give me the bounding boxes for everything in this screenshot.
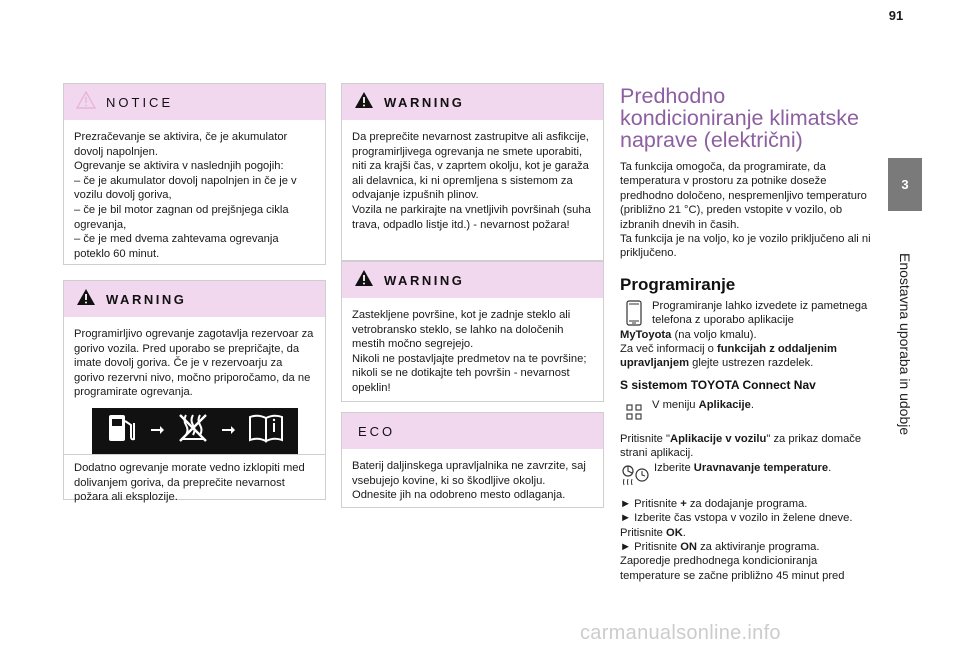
fuel-warning-pictogram: [92, 408, 298, 454]
eco-header: [342, 413, 603, 449]
warning-header: [342, 84, 603, 120]
warning-box-fuel: [63, 280, 326, 504]
chapter-title: Enostavna uporaba in udobje: [897, 252, 913, 436]
warning-title: WARNING: [384, 272, 465, 288]
notice-text: Prezračevanje se aktivira, če je akumulator dovolj napolnjen. Ogrevanje se aktivira v naslednjih pogojih: – če je akumulator dovolj napolnjen in če je v vozilu dovolj goriva, – če je bil motor zagnan od prejšnjega cikla ogrevanja, – če je med dvema zahtevama ogrevanja poteklo 60 minut.: [74, 131, 297, 260]
warning-title: WARNING: [384, 94, 465, 110]
step-add-program: ► Pritisnite + za dodajanje programa.: [620, 497, 808, 510]
programming-app-line: MyToyota (na voljo kmalu).: [620, 328, 757, 341]
warning-fuel-text: Programirljivo ogrevanje zagotavlja rezervoar za gorivo vozila. Pred uporabo se prepričajte, da imate dovolj goriva. Če je v rezervoarju za gorivo rezervni nivo, močno priporočamo, da ne programirate ogrevanja.: [74, 328, 314, 399]
arrow-right-icon: [222, 422, 236, 440]
page-number: 91: [888, 8, 904, 23]
warning-poisoning-text: Da preprečite nevarnost zastrupitve ali asfikcije, programirljivega ogrevanja ne smete uporabiti, niti za krajši čas, v zaprtem okolju, kot je garaža ali delavnica, ki ni opremljena s sistemom za odvajanje izpušnih plinov. Vozila ne parkirajte na vnetljivih površinah (suha trava, odpadlo listje itd.) - nevarnost požara!: [352, 131, 591, 231]
programming-text: Programiranje lahko izvedete iz pametnega telefona z uporabo aplikacije: [652, 299, 868, 327]
press-apps-instruction: Pritisnite "Aplikacije v vozilu" za prikaz domače strani aplikacij.: [620, 432, 862, 460]
warning-header: [64, 281, 325, 317]
climate-timer-icon: [620, 461, 650, 489]
eco-box: [341, 412, 604, 508]
warning-title: WARNING: [106, 291, 187, 307]
programming-heading: Programiranje: [620, 274, 736, 294]
notice-box: [63, 83, 326, 265]
smartphone-icon: [620, 299, 648, 327]
apps-grid-icon: [620, 398, 648, 426]
warning-box-glass: [341, 261, 604, 402]
heater-off-icon: [176, 411, 210, 450]
notice-title: NOTICE: [106, 94, 174, 110]
manual-book-icon: [248, 413, 284, 448]
warning-glass-text: Zastekljene površine, kot je zadnje steklo ali vetrobransko steklo, se lahko na določenih mestih močno segrejejo. Nikoli ne postavljajte predmetov na te površine; nikoli se ne dotikajte teh površin - nevarnost opeklin!: [352, 309, 587, 394]
main-section: [620, 85, 880, 583]
step-activate: ► Pritisnite ON za aktiviranje programa.: [620, 540, 820, 553]
chapter-tab[interactable]: 3: [888, 158, 922, 211]
eco-text: Baterij daljinskega upravljalnika ne zavrzite, saj vsebujejo kovine, ki so škodljive okolju. Odnesite jih na odobreno mesto odlaganja.: [352, 460, 586, 502]
notice-header: [64, 84, 325, 120]
watermark: carmanualsonline.info: [580, 622, 781, 644]
caution-triangle-icon: [76, 91, 96, 114]
warning-triangle-icon: [76, 288, 96, 311]
sequence-text: Zaporedje predhodnega kondicioniranja temperature se začne približno 45 minut pred: [620, 555, 845, 582]
select-instruction: Izberite Uravnavanje temperature.: [654, 461, 832, 474]
nav-heading: S sistemom TOYOTA Connect Nav: [620, 377, 816, 392]
eco-title: ECO: [358, 423, 396, 439]
menu-instruction: V meniju Aplikacije.: [652, 398, 754, 411]
remote-functions-text: Za več informacij o funkcijah z oddaljenim upravljanjem glejte ustrezen razdelek.: [620, 343, 837, 370]
warning-triangle-icon: [354, 91, 374, 114]
intro-text: Ta funkcija omogoča, da programirate, da temperatura v prostoru za potnike doseže predhodno določeno, nespremenljivo temperaturo (približno 21 °C), preden vstopite v vozilo, ob izbranih dnevih in časih. Ta funkcija je na voljo, ko je vozilo priključeno ali ni priključeno.: [620, 161, 871, 260]
warning-box-poisoning: [341, 83, 604, 261]
arrow-right-icon: [151, 422, 165, 440]
step-press-ok: Pritisnite OK.: [620, 526, 686, 539]
warning-header: [342, 262, 603, 298]
step-select-time: ► Izberite čas vstopa v vozilo in želene dneve.: [620, 512, 853, 525]
warning-triangle-icon: [354, 269, 374, 292]
fuel-pump-icon: [105, 411, 139, 450]
warning-refuel-text: Dodatno ogrevanje morate vedno izklopiti med dolivanjem goriva, da preprečite nevarnost požara ali eksplozije.: [74, 461, 305, 504]
section-title: Predhodno kondicioniranje klimatske naprave (električni): [620, 84, 859, 152]
